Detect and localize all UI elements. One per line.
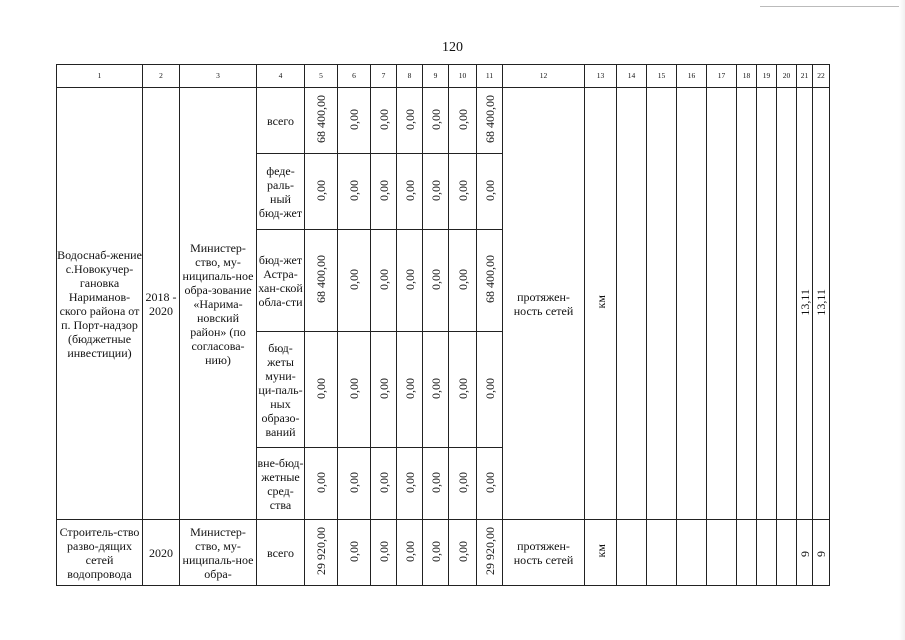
value-text: 0,00 <box>347 179 361 201</box>
value-text: 0,00 <box>455 179 470 201</box>
project-executor: Министер-ство, му-ниципаль-ное обра- <box>180 520 257 586</box>
value-cell <box>371 88 397 154</box>
value-cell <box>305 154 338 230</box>
empty-cell <box>617 520 647 586</box>
budget-table <box>56 64 830 586</box>
header-cell: 16 <box>677 65 707 88</box>
value-text: 0,00 <box>314 471 328 493</box>
value-text: 0,00 <box>347 540 361 562</box>
value-text: 0,00 <box>314 179 328 201</box>
funding-source: всего <box>257 520 305 586</box>
value-text: 0,00 <box>482 471 497 493</box>
value-cell <box>338 520 371 586</box>
header-cell: 19 <box>757 65 777 88</box>
header-cell: 20 <box>777 65 797 88</box>
value-cell <box>397 154 423 230</box>
value-text: 0,00 <box>455 108 470 130</box>
table-row <box>57 520 830 586</box>
value-cell <box>305 88 338 154</box>
header-cell: 12 <box>503 65 585 88</box>
scan-edge-shadow <box>899 0 905 640</box>
empty-cell <box>647 88 677 520</box>
value-cell <box>371 230 397 332</box>
value-cell <box>397 520 423 586</box>
value-cell <box>449 332 477 448</box>
value-text: 0,00 <box>376 268 391 290</box>
target-value-text: 9 <box>814 550 828 557</box>
value-cell <box>397 332 423 448</box>
value-text: 0,00 <box>428 471 443 493</box>
value-cell <box>305 448 338 520</box>
value-text: 0,00 <box>347 471 361 493</box>
value-cell <box>423 332 449 448</box>
value-text: 0,00 <box>455 377 470 399</box>
empty-cell <box>707 520 737 586</box>
empty-cell <box>777 88 797 520</box>
value-cell <box>338 230 371 332</box>
value-cell <box>305 332 338 448</box>
value-text: 68 400,00 <box>482 255 497 303</box>
value-cell <box>423 520 449 586</box>
scan-artifact-line <box>760 6 905 7</box>
table-row <box>57 88 830 154</box>
value-cell <box>423 88 449 154</box>
target-value-text: 13,11 <box>814 288 828 316</box>
unit-text: км <box>593 295 608 309</box>
value-text: 68 400,00 <box>314 255 328 303</box>
value-text: 29 920,00 <box>314 527 328 575</box>
value-text: 0,00 <box>428 108 443 130</box>
empty-cell <box>737 88 757 520</box>
value-cell <box>449 154 477 230</box>
value-text: 68 400,00 <box>314 95 328 143</box>
value-cell <box>449 448 477 520</box>
empty-cell <box>707 88 737 520</box>
value-text: 0,00 <box>376 377 391 399</box>
header-cell: 9 <box>423 65 449 88</box>
value-cell <box>449 520 477 586</box>
value-text: 0,00 <box>482 179 497 201</box>
value-cell <box>371 332 397 448</box>
value-text: 0,00 <box>376 540 391 562</box>
value-text: 0,00 <box>455 268 470 290</box>
header-cell: 5 <box>305 65 338 88</box>
value-cell <box>371 448 397 520</box>
value-cell <box>338 88 371 154</box>
value-cell <box>338 154 371 230</box>
empty-cell <box>737 520 757 586</box>
value-cell <box>449 88 477 154</box>
value-text: 0,00 <box>428 179 443 201</box>
value-cell <box>477 230 503 332</box>
header-cell: 15 <box>647 65 677 88</box>
value-text: 0,00 <box>376 179 391 201</box>
value-cell <box>305 520 338 586</box>
value-text: 0,00 <box>314 377 328 399</box>
target-value-cell <box>813 88 830 520</box>
value-text: 0,00 <box>376 108 391 130</box>
empty-cell <box>757 88 777 520</box>
header-cell: 4 <box>257 65 305 88</box>
funding-source: бюд-жет Астра-хан-ской обла-сти <box>257 230 305 332</box>
value-text: 0,00 <box>402 268 417 290</box>
value-cell <box>477 448 503 520</box>
empty-cell <box>677 520 707 586</box>
empty-cell <box>777 520 797 586</box>
value-cell <box>397 88 423 154</box>
empty-cell <box>677 88 707 520</box>
header-cell: 14 <box>617 65 647 88</box>
empty-cell <box>617 88 647 520</box>
funding-source: феде-раль-ный бюд-жет <box>257 154 305 230</box>
value-text: 0,00 <box>402 471 417 493</box>
value-cell <box>371 154 397 230</box>
target-value-text: 9 <box>797 550 812 557</box>
value-cell <box>449 230 477 332</box>
header-cell: 13 <box>585 65 617 88</box>
value-cell <box>338 332 371 448</box>
empty-cell <box>757 520 777 586</box>
header-row <box>57 65 830 88</box>
funding-source: бюд-жеты муни-ци-паль-ных образо-ваний <box>257 332 305 448</box>
value-text: 0,00 <box>455 540 470 562</box>
value-cell <box>305 230 338 332</box>
header-cell: 6 <box>338 65 371 88</box>
value-cell <box>423 448 449 520</box>
unit-cell <box>585 520 617 586</box>
value-text: 0,00 <box>482 377 497 399</box>
unit-text: км <box>593 544 608 558</box>
header-cell: 17 <box>707 65 737 88</box>
value-text: 0,00 <box>455 471 470 493</box>
header-cell: 2 <box>143 65 180 88</box>
value-text: 0,00 <box>347 268 361 290</box>
project-name: Водоснаб-жение с.Новокучер-гановка Нариманов-ского района от п. Порт-надзор (бюджетные инвестиции) <box>57 88 143 520</box>
project-name: Строитель-ство разво-дящих сетей водопровода <box>57 520 143 586</box>
empty-cell <box>647 520 677 586</box>
value-cell <box>397 448 423 520</box>
project-executor: Министер-ство, му-ниципаль-ное обра-зование «Нарима-новский район» (по согласова-нию) <box>180 88 257 520</box>
header-cell: 22 <box>813 65 830 88</box>
target-value-cell <box>797 88 813 520</box>
project-period: 2018 - 2020 <box>143 88 180 520</box>
header-cell: 1 <box>57 65 143 88</box>
header-cell: 3 <box>180 65 257 88</box>
project-period: 2020 <box>143 520 180 586</box>
value-cell <box>338 448 371 520</box>
unit-cell <box>585 88 617 520</box>
indicator-name: протяжен-ность сетей <box>503 88 585 520</box>
indicator-name: протяжен-ность сетей <box>503 520 585 586</box>
value-cell <box>423 230 449 332</box>
header-cell: 10 <box>449 65 477 88</box>
value-text: 0,00 <box>402 540 417 562</box>
value-text: 0,00 <box>428 268 443 290</box>
header-cell: 18 <box>737 65 757 88</box>
value-text: 0,00 <box>402 377 417 399</box>
value-text: 68 400,00 <box>482 95 497 143</box>
header-cell: 8 <box>397 65 423 88</box>
funding-source: вне-бюд-жетные сред-ства <box>257 448 305 520</box>
funding-source: всего <box>257 88 305 154</box>
page-number: 120 <box>442 40 463 55</box>
header-cell: 21 <box>797 65 813 88</box>
target-value-cell <box>797 520 813 586</box>
value-text: 29 920,00 <box>482 527 497 575</box>
value-text: 0,00 <box>428 540 443 562</box>
value-text: 0,00 <box>428 377 443 399</box>
value-text: 0,00 <box>347 377 361 399</box>
value-text: 0,00 <box>347 108 361 130</box>
value-cell <box>397 230 423 332</box>
value-text: 0,00 <box>402 108 417 130</box>
header-cell: 11 <box>477 65 503 88</box>
value-text: 0,00 <box>402 179 417 201</box>
value-text: 0,00 <box>376 471 391 493</box>
value-cell <box>477 332 503 448</box>
value-cell <box>371 520 397 586</box>
header-cell: 7 <box>371 65 397 88</box>
value-cell <box>477 520 503 586</box>
target-value-text: 13,11 <box>797 288 812 316</box>
value-cell <box>423 154 449 230</box>
value-cell <box>477 88 503 154</box>
value-cell <box>477 154 503 230</box>
target-value-cell <box>813 520 830 586</box>
